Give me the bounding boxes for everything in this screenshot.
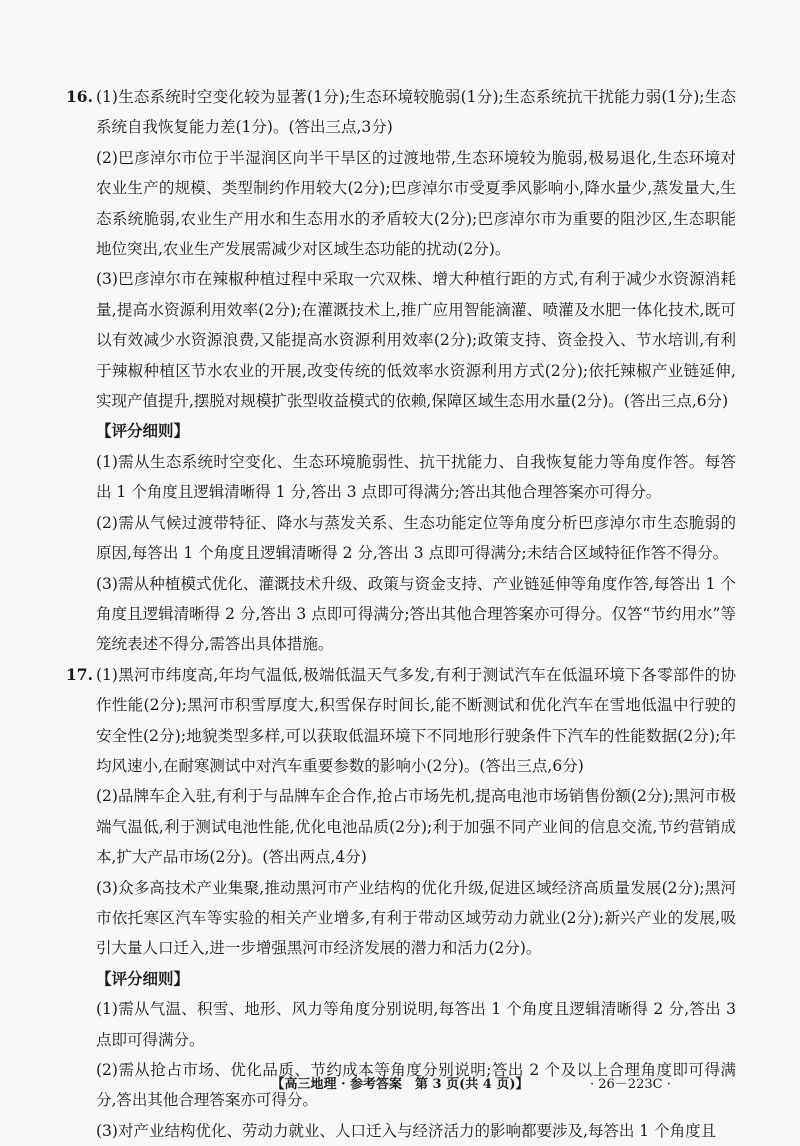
page-content	[66, 82, 736, 1146]
rubric-16-1: (1)需从生态系统时空变化、生态环境脆弱性、抗干扰能力、自我恢复能力等角度作答。每答出 1 个角度且逻辑清晰得 1 分,答出 3 点即可得满分;答出其他合理答案亦可得分。	[96, 452, 736, 502]
footer-title: 【高三地理 · 参考答案 第 3 页(共 4 页)】	[271, 1077, 529, 1092]
rubric-title: 【评分细则】	[96, 969, 190, 988]
rubric-title: 【评分细则】	[96, 422, 190, 441]
answer-17-2: (2)品牌车企入驻,有利于与品牌车企合作,抢占市场先机,提高电池市场销售份额(2分);黑河市极端气温低,利于测试电池性能,优化电池品质(2分);利于加强不同产业间的信息交流,节约营销成本,扩大产品市场(2分)。(答出两点,4分)	[96, 787, 736, 867]
rubric-17-3: (3)对产业结构优化、劳动力就业、人口迁入与经济活力的影响都要涉及,每答出 1 个角度且	[96, 1121, 717, 1140]
question-number: 16.	[66, 87, 93, 106]
rubric-16-3: (3)需从种植模式优化、灌溉技术升级、政策与资金支持、产业链延伸等角度作答,每答出 1 个角度且逻辑清晰得 2 分,答出 3 点即可得满分;答出其他合理答案亦可得分。仅答“节约用水”等笼统表述不得分,需答出具体措施。	[96, 574, 736, 654]
answer-16-2: (2)巴彦淖尔市位于半湿润区向半干旱区的过渡地带,生态环境较为脆弱,极易退化,生态环境对农业生产的规模、类型制约作用较大(2分);巴彦淖尔市受夏季风影响小,降水量少,蒸发量大,生态系统脆弱,农业生产用水和生态用水的矛盾较大(2分);巴彦淖尔市为重要的阻沙区,生态职能地位突出,农业生产发展需减少对区域生态功能的扰动(2分)。	[96, 148, 736, 259]
footer-code: · 26－223C ·	[590, 1077, 671, 1092]
answer-17-3: (3)众多高技术产业集聚,推动黑河市产业结构的优化升级,促进区域经济高质量发展(2分);黑河市依托寒区汽车等实验的相关产业增多,有利于带动区域劳动力就业(2分);新兴产业的发展,吸引大量人口迁入,进一步增强黑河市经济发展的潜力和活力(2分)。	[96, 878, 736, 958]
question-number: 17.	[66, 664, 93, 684]
page-footer	[0, 1073, 800, 1097]
question-16	[66, 82, 736, 660]
answer-16-3: (3)巴彦淖尔市在辣椒种植过程中采取一穴双株、增大种植行距的方式,有利于减少水资源消耗量,提高水资源利用效率(2分);在灌溉技术上,推广应用智能滴灌、喷灌及水肥一体化技术,既可以有效减少水资源浪费,又能提高水资源利用效率(2分);政策支持、资金投入、节水培训,有利于辣椒种植区节水农业的开展,改变传统的低效率水资源利用方式(2分);依托辣椒产业链延伸,实现产值提升,摆脱对规模扩张型收益模式的依赖,保障区域生态用水量(2分)。(答出三点,6分)	[96, 270, 736, 411]
rubric-17-1: (1)需从气温、积雪、地形、风力等角度分别说明,每答出 1 个角度且逻辑清晰得 2 分,答出 3 点即可得满分。	[96, 1000, 736, 1049]
answer-17-1: (1)黑河市纬度高,年均气温低,极端低温天气多发,有利于测试汽车在低温环境下各零部件的协作性能(2分);黑河市积雪厚度大,积雪保存时间长,能不断测试和优化汽车在雪地低温中行驶的安全性(2分);地貌类型多样,可以获取低温环境下不同地形行驶条件下汽车的性能数据(2分);年均风速小,在耐寒测试中对汽车重要参数的影响小(2分)。(答出三点,6分)	[96, 665, 736, 775]
rubric-16-2: (2)需从气候过渡带特征、降水与蒸发关系、生态功能定位等角度分析巴彦淖尔市生态脆弱的原因,每答出 1 个角度且逻辑清晰得 2 分,答出 3 点即可得满分;未结合区域特征作答不得分。	[96, 513, 736, 563]
rubric-17-2: (2)需从抢占市场、优化品质、节约成本等角度分别说明;答出 2 个及以上合理角度即可得满分,答出其他合理答案亦可得分。	[96, 1061, 736, 1110]
answer-16-1: (1)生态系统时空变化较为显著(1分);生态环境较脆弱(1分);生态系统抗干扰能力弱(1分);生态系统自我恢复能力差(1分)。(答出三点,3分)	[96, 88, 736, 137]
